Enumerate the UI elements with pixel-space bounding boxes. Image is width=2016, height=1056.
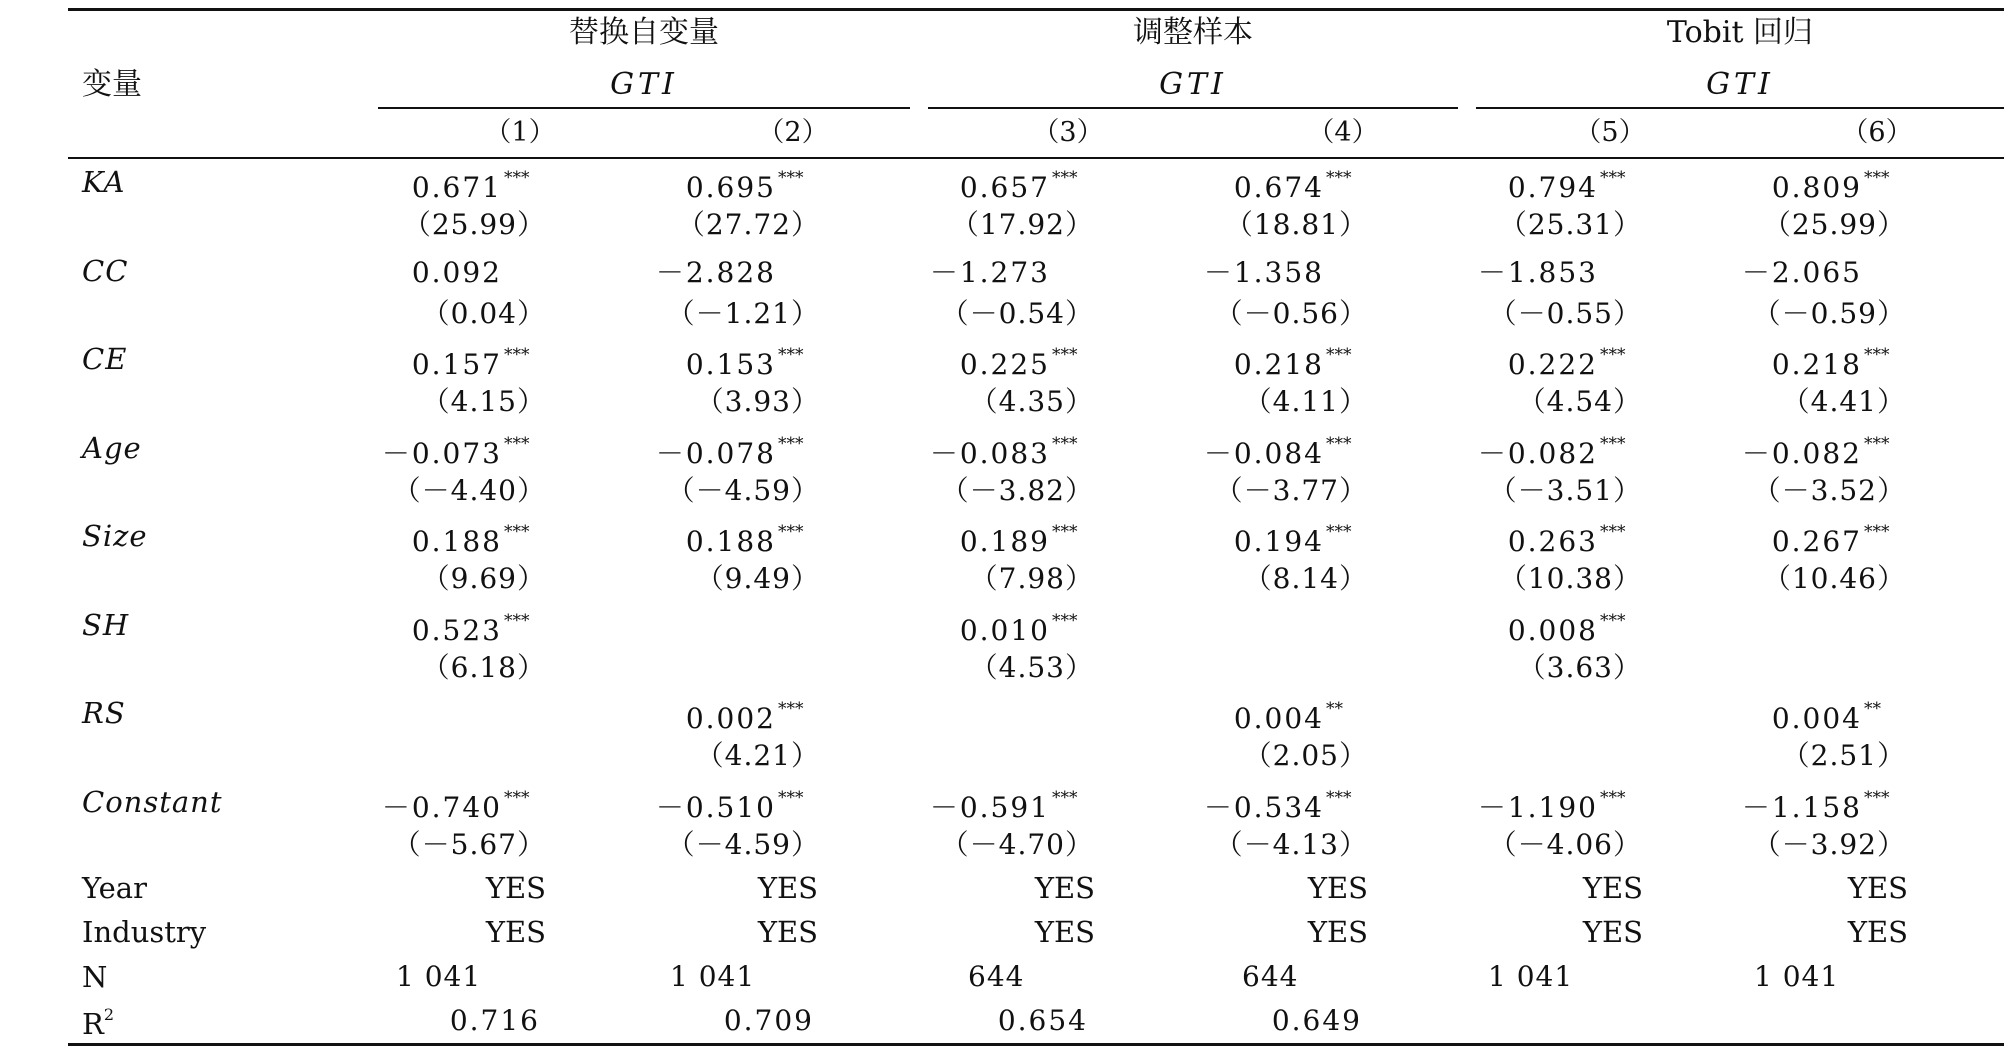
coef-cell [1203,433,1360,470]
coef-value: 0.267 [1771,525,1862,558]
significance-stars: *** [1864,345,1890,365]
coef-value: 0.222 [1507,348,1598,381]
r-squared-base: R [82,1007,104,1041]
column-number-4: （4） [1307,117,1379,148]
significance-stars: *** [1326,345,1352,365]
coef-value: －0.082 [1477,436,1598,470]
coef-value: 0.194 [1233,525,1324,558]
control-value: YES [757,871,818,905]
coef-value: －0.078 [655,436,776,470]
coef-cell [381,787,538,824]
variable-ce: CE [82,342,128,376]
coef-value: 0.218 [1233,348,1324,381]
coef-cell [1772,170,1898,202]
t-stat-cell: （－3.82） [940,473,1094,507]
control-value: YES [485,871,546,905]
coef-cell [960,347,1086,379]
variable-cc: CC [82,253,129,288]
coef-cell [1234,524,1360,556]
column-number-3: （3） [1032,117,1104,148]
significance-stars: *** [504,433,530,454]
coef-value: 0.794 [1507,171,1598,204]
top-rule [68,8,2004,11]
control-value: YES [1034,871,1095,905]
t-stat-cell: （4.21） [695,739,820,772]
group-title-1: 替换自变量 [569,15,719,50]
t-stat-cell: （4.35） [969,385,1094,418]
t-stat-cell: （4.54） [1517,385,1642,418]
coef-value: 0.218 [1771,348,1862,381]
coef-value: 0.189 [959,525,1050,558]
t-stat-cell: （－4.70） [940,827,1094,861]
coef-cell [1477,433,1634,470]
t-stat-cell: （－4.59） [666,473,820,507]
coef-cell [1772,347,1898,379]
r-squared-value: 0.709 [723,1004,814,1037]
coef-value: 0.008 [1507,613,1598,647]
coef-cell [381,433,538,470]
significance-stars: *** [778,787,804,808]
coef-value: 0.674 [1233,171,1324,204]
coef-cell [655,433,812,470]
significance-stars: *** [504,787,530,808]
significance-stars: ** [1864,699,1881,719]
coef-value: －2.828 [655,255,776,289]
control-value: YES [1307,871,1368,905]
t-stat-cell: （－0.55） [1488,296,1642,330]
control-value: YES [1582,871,1643,905]
significance-stars: *** [1600,787,1626,808]
control-value: YES [1307,915,1368,949]
significance-stars: *** [1326,168,1352,188]
t-stat-cell: （3.93） [695,385,820,418]
coef-cell [686,347,812,379]
significance-stars: *** [1600,433,1626,454]
significance-stars: *** [1600,345,1626,365]
coef-cell [929,787,1086,824]
coef-cell [1203,255,1360,289]
t-stat-cell: （0.04） [421,296,546,330]
t-stat-cell: （－3.51） [1488,473,1642,507]
coef-value: 0.004 [1233,702,1324,735]
t-stat-cell: （－3.92） [1752,827,1906,861]
significance-stars: *** [1052,610,1078,631]
t-stat-cell: （25.31） [1498,208,1642,241]
dependent-var-3: GTI [1706,67,1774,102]
coef-value: 0.157 [411,348,502,381]
observations-value: 1 041 [670,960,756,993]
group-rule-3 [1476,107,2004,109]
coef-cell [1234,701,1360,733]
variable-ka: KA [82,165,126,199]
t-stat-cell: （4.41） [1781,385,1906,418]
coef-value: 0.809 [1771,171,1862,204]
coef-cell [686,701,812,733]
t-stat-cell: （3.63） [1517,650,1642,684]
coef-cell [1741,433,1898,470]
coef-cell [1741,787,1898,824]
observations-value: 1 041 [1488,960,1574,993]
t-stat-cell: （9.49） [695,562,820,595]
t-stat-cell: （6.18） [421,650,546,684]
t-stat-cell: （18.81） [1224,208,1368,241]
coef-value: －0.084 [1203,436,1324,470]
significance-stars: *** [1864,433,1890,454]
significance-stars: *** [1052,433,1078,454]
observations-value: 1 041 [396,960,482,993]
control-value: YES [1847,871,1908,905]
t-stat-cell: （2.51） [1781,739,1906,772]
coef-cell [1772,701,1898,733]
coef-cell [1508,524,1634,556]
significance-stars: *** [1864,522,1890,542]
t-stat-cell: （4.15） [421,385,546,418]
observations-value: 644 [1242,960,1299,993]
variable-age: Age [82,430,142,465]
coef-value: －1.853 [1477,255,1598,289]
coef-value: 0.010 [959,613,1050,647]
t-stat-cell: （－4.59） [666,827,820,861]
coef-cell [411,610,538,647]
control-value: YES [1034,915,1095,949]
coef-cell [1741,255,1898,289]
coef-value: 0.523 [411,613,502,647]
coef-cell [686,524,812,556]
significance-stars: *** [778,345,804,365]
control-year: Year [82,871,147,905]
dependent-var-1: GTI [610,67,678,102]
coef-cell [1234,170,1360,202]
group-title-3: Tobit 回归 [1666,15,1814,50]
coef-cell [1477,787,1634,824]
control-value: YES [1582,915,1643,949]
significance-stars: *** [778,168,804,188]
significance-stars: *** [778,522,804,542]
t-stat-cell: （4.53） [969,650,1094,684]
significance-stars: *** [778,699,804,719]
t-stat-cell: （－4.13） [1214,827,1368,861]
significance-stars: *** [1326,787,1352,808]
observations-value: 644 [968,960,1025,993]
significance-stars: *** [1600,168,1626,188]
coef-cell [929,433,1086,470]
coef-cell [929,255,1086,289]
significance-stars: *** [1864,787,1890,808]
t-stat-cell: （4.11） [1243,385,1368,418]
coef-value: －0.510 [655,790,776,824]
coef-cell [411,255,538,289]
coef-cell [655,255,812,289]
t-stat-cell: （－4.40） [392,473,546,507]
significance-stars: *** [1052,787,1078,808]
observations-value: 1 041 [1754,960,1840,993]
coef-value: －0.073 [381,436,502,470]
significance-stars: *** [1600,522,1626,542]
t-stat-cell: （25.99） [402,208,546,241]
observations-label: N [82,960,108,994]
significance-stars: *** [1052,168,1078,188]
column-number-2: （2） [757,117,829,148]
coef-cell [960,170,1086,202]
coef-value: －1.273 [929,255,1050,289]
r-squared-exponent: 2 [103,1005,115,1024]
variable-constant: Constant [82,784,223,819]
variable-header: 变量 [82,67,142,102]
control-value: YES [1847,915,1908,949]
t-stat-cell: （－0.54） [940,296,1094,330]
t-stat-cell: （－1.21） [666,296,820,330]
significance-stars: *** [778,433,804,454]
significance-stars: *** [504,345,530,365]
coef-value: －1.190 [1477,790,1598,824]
coef-cell [412,170,538,202]
coef-cell [1507,610,1634,647]
header-bottom-rule [68,157,2004,159]
t-stat-cell: （7.98） [969,562,1094,595]
bottom-rule [68,1043,2004,1046]
coef-value: 0.263 [1507,525,1598,558]
group-rule-2 [928,107,1458,109]
t-stat-cell: （17.92） [950,208,1094,241]
coef-cell [960,524,1086,556]
variable-size: Size [82,519,148,553]
r-squared-value: 0.716 [449,1004,540,1037]
coef-value: －2.065 [1741,255,1862,289]
significance-stars: *** [1326,522,1352,542]
group-rule-1 [378,107,910,109]
variable-sh: SH [82,607,130,642]
coef-value: 0.004 [1771,702,1862,735]
t-stat-cell: （8.14） [1243,562,1368,595]
significance-stars: *** [1600,610,1626,631]
t-stat-cell: （－3.52） [1752,473,1906,507]
group-title-2: 调整样本 [1133,15,1253,50]
r-squared-value: 0.654 [997,1004,1088,1037]
control-industry: Industry [82,915,207,949]
t-stat-cell: （27.72） [676,208,820,241]
coef-value: 0.092 [411,255,502,289]
significance-stars: ** [1326,699,1343,719]
coef-cell [1508,347,1634,379]
coef-cell [1508,170,1634,202]
coef-value: 0.225 [959,348,1050,381]
significance-stars: *** [504,168,530,188]
coef-cell [1477,255,1634,289]
coef-value: 0.657 [959,171,1050,204]
t-stat-cell: （9.69） [421,562,546,595]
t-stat-cell: （－0.59） [1752,296,1906,330]
t-stat-cell: （10.46） [1762,562,1906,595]
coef-value: －0.534 [1203,790,1324,824]
t-stat-cell: （－0.56） [1214,296,1368,330]
coef-value: 0.188 [411,525,502,558]
coef-value: 0.695 [685,171,776,204]
column-number-6: （6） [1841,117,1913,148]
significance-stars: *** [1052,522,1078,542]
coef-value: －1.158 [1741,790,1862,824]
variable-rs: RS [82,696,126,730]
t-stat-cell: （25.99） [1762,208,1906,241]
coef-value: 0.671 [411,171,502,204]
control-value: YES [757,915,818,949]
coef-cell [1234,347,1360,379]
coef-value: 0.153 [685,348,776,381]
coef-cell [1772,524,1898,556]
coef-value: 0.002 [685,702,776,735]
t-stat-cell: （10.38） [1498,562,1642,595]
dependent-var-2: GTI [1159,67,1227,102]
coef-cell [655,787,812,824]
coef-cell [412,524,538,556]
significance-stars: *** [1052,345,1078,365]
significance-stars: *** [504,610,530,631]
coef-cell [1203,787,1360,824]
t-stat-cell: （－4.06） [1488,827,1642,861]
r-squared-value: 0.649 [1271,1004,1362,1037]
significance-stars: *** [1864,168,1890,188]
t-stat-cell: （2.05） [1243,739,1368,772]
significance-stars: *** [504,522,530,542]
coef-value: －0.740 [381,790,502,824]
coef-value: －0.083 [929,436,1050,470]
coef-value: 0.188 [685,525,776,558]
coef-cell [959,610,1086,647]
t-stat-cell: （－5.67） [392,827,546,861]
coef-cell [686,170,812,202]
t-stat-cell: （－3.77） [1214,473,1368,507]
control-value: YES [485,915,546,949]
column-number-1: （1） [484,117,556,148]
r-squared-label [82,1007,114,1039]
significance-stars: *** [1326,433,1352,454]
coef-value: －0.591 [929,790,1050,824]
coef-cell [412,347,538,379]
column-number-5: （5） [1574,117,1646,148]
coef-value: －1.358 [1203,255,1324,289]
coef-value: －0.082 [1741,436,1862,470]
